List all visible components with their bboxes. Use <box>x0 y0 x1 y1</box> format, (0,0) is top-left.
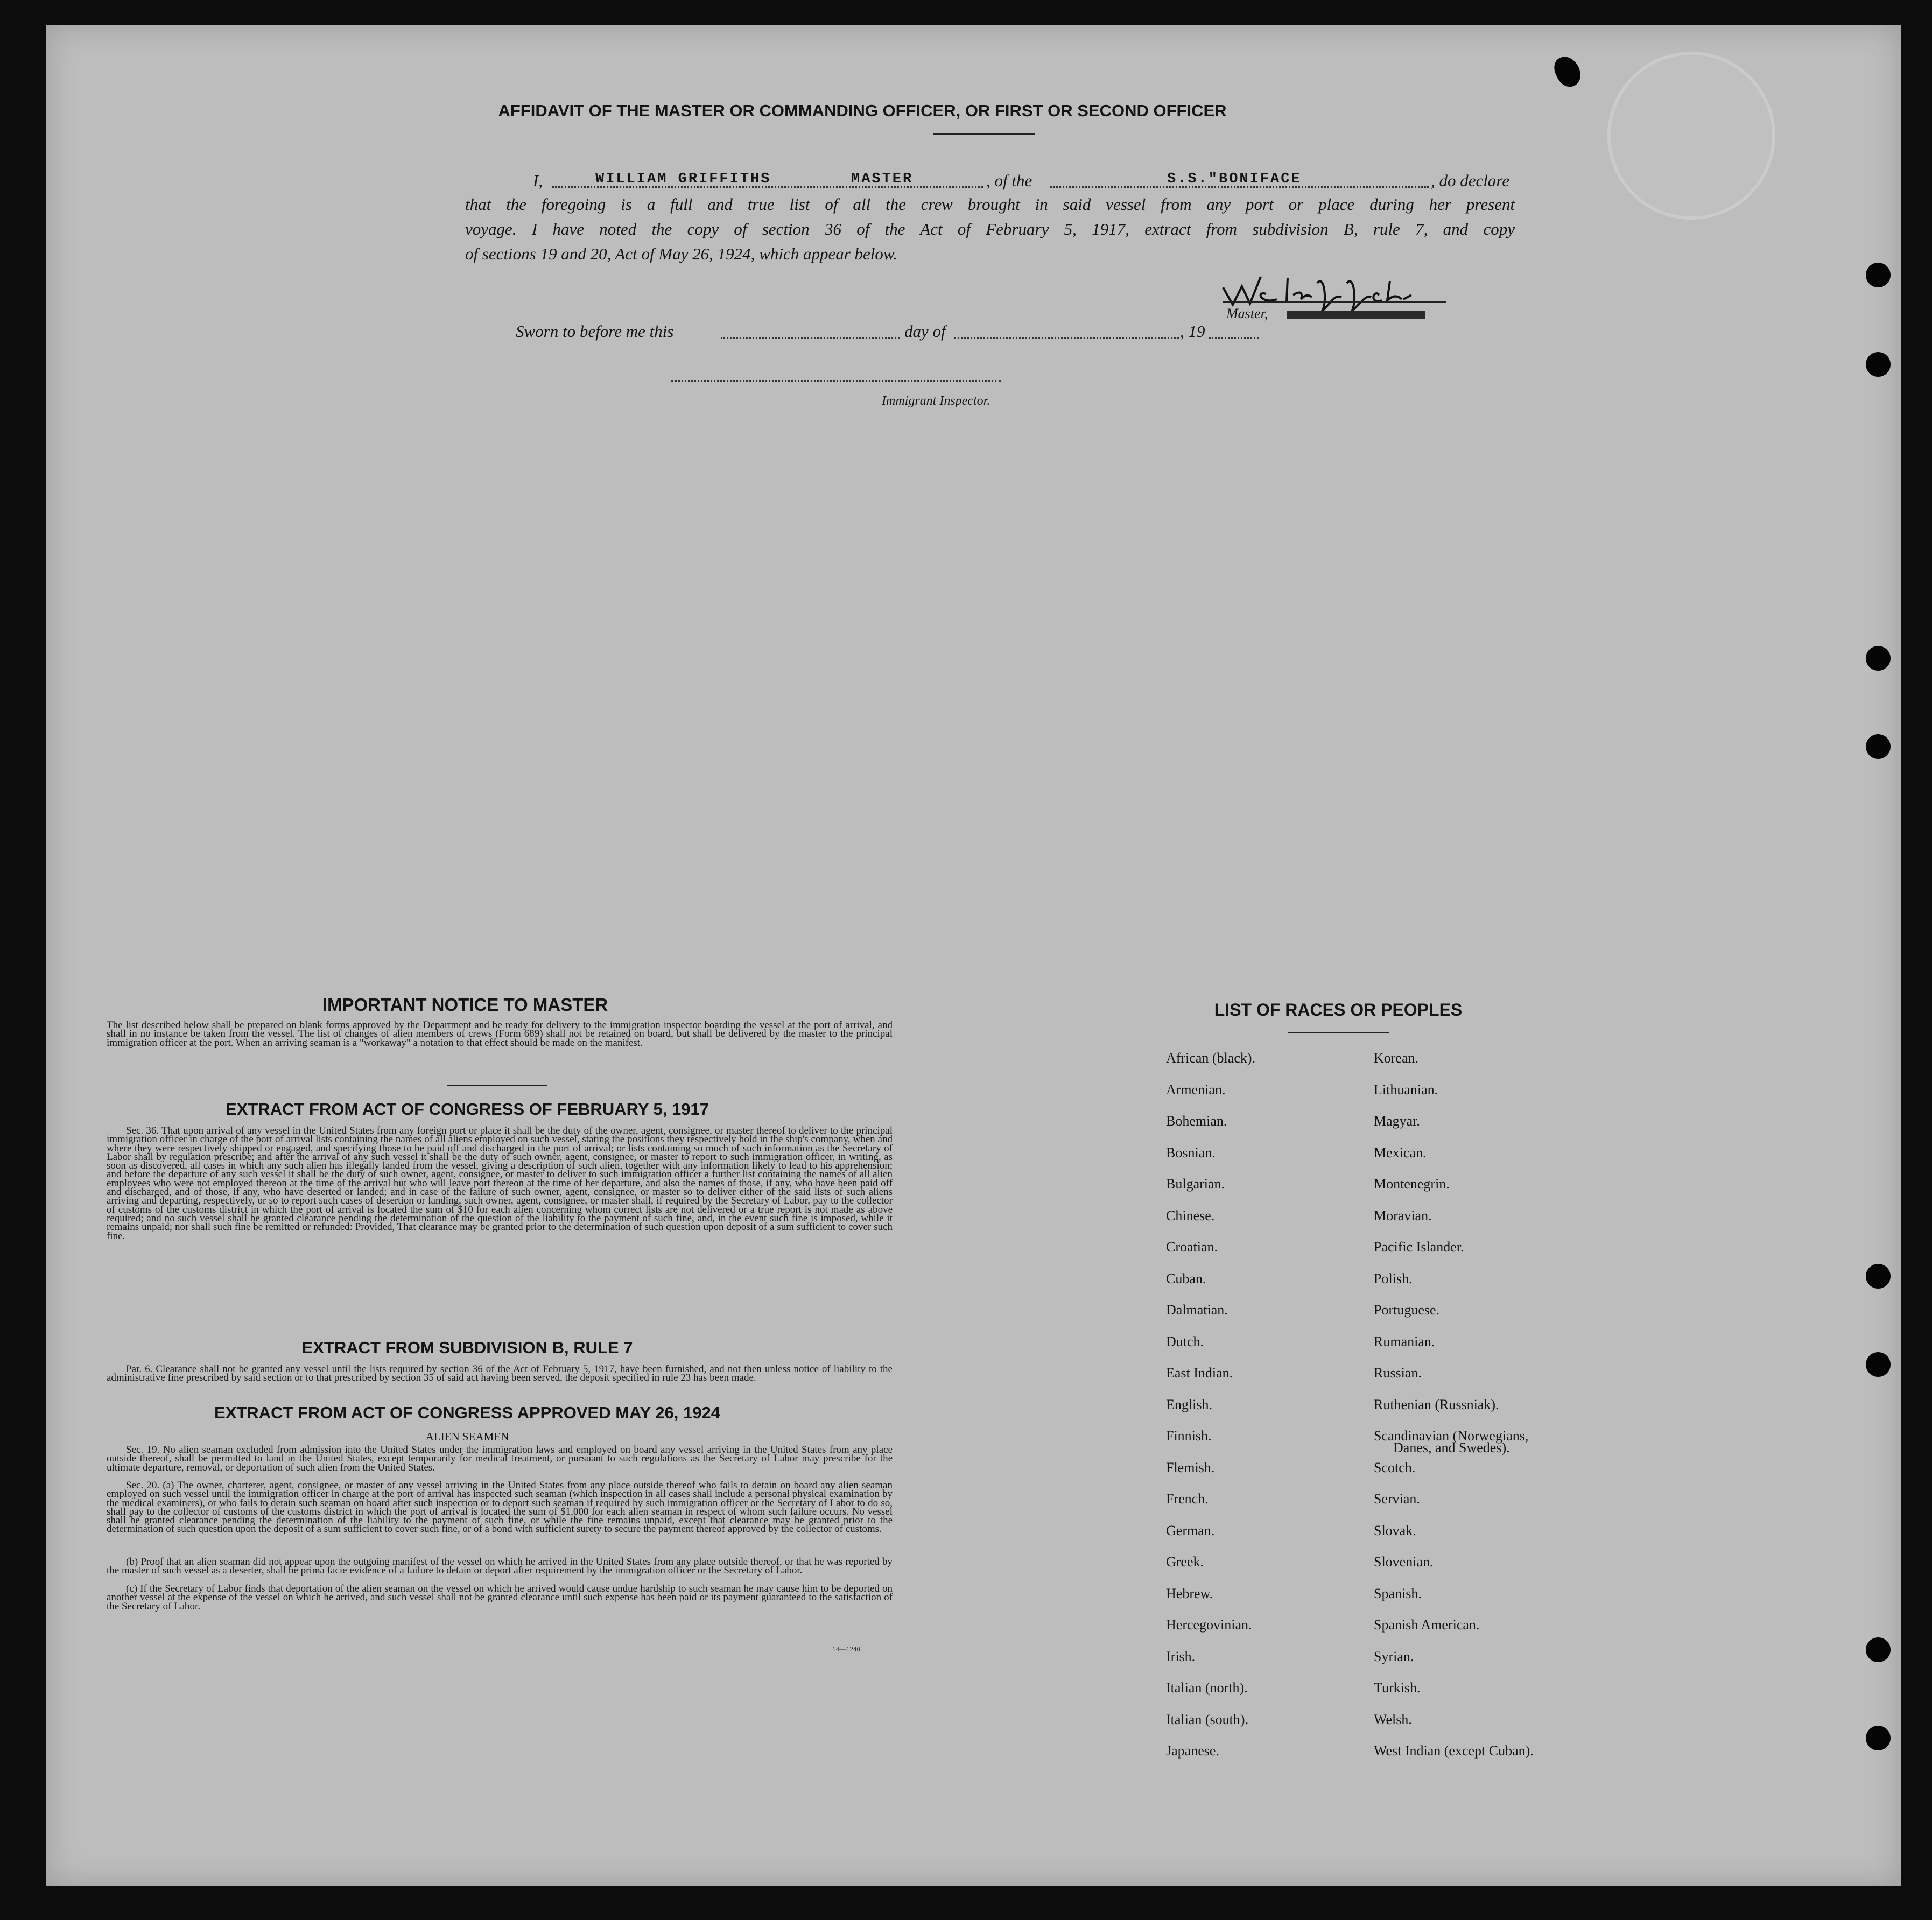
affidavit-title: AFFIDAVIT OF THE MASTER OR COMMANDING OFFICER, OR FIRST OR SECOND OFFICER <box>498 101 1227 120</box>
race-item: Finnish. <box>1166 1428 1212 1444</box>
embossed-seal <box>1607 52 1775 220</box>
form-number: 14—1240 <box>832 1645 860 1653</box>
officer-name: WILLIAM GRIFFITHS <box>595 171 771 187</box>
affidavit-line-2: that the foregoing is a full and true list of all the crew brought in said vessel from any port or place during her present <box>465 195 1515 214</box>
race-item: Dutch. <box>1166 1333 1204 1349</box>
race-item: Spanish. <box>1374 1585 1422 1601</box>
race-item: Armenian. <box>1166 1081 1226 1098</box>
day-of-label: day of <box>904 322 946 341</box>
race-item: Korean. <box>1374 1050 1419 1066</box>
sworn-date-line <box>721 337 900 339</box>
binder-hole <box>1866 1352 1891 1377</box>
race-item: Bulgarian. <box>1166 1176 1225 1192</box>
race-item: German. <box>1166 1522 1215 1538</box>
signature-line <box>1223 301 1446 303</box>
race-item: Servian. <box>1374 1491 1420 1507</box>
races-left-column <box>1166 1050 1255 1775</box>
extract-1924-sec20c: (c) If the Secretary of Labor finds that deportation of the alien seaman on the vessel on which he arrived would cause undue hardship to such seaman he may cause him to be deported on another vessel at the expense of the vessel on which he arrived, and such vessel shall not be granted clearance until such expense has been paid or its payment guaranteed to the satisfaction of the Secretary of Labor. <box>107 1583 893 1612</box>
race-item: Japanese. <box>1166 1743 1219 1759</box>
race-item: Chinese. <box>1166 1207 1215 1223</box>
race-item: East Indian. <box>1166 1365 1233 1381</box>
race-item: Turkish. <box>1374 1680 1421 1696</box>
race-item: Scotch. <box>1374 1459 1416 1475</box>
extract-1924-title: EXTRACT FROM ACT OF CONGRESS APPROVED MAY 26, 1924 <box>214 1403 720 1422</box>
race-item: Italian (south). <box>1166 1711 1249 1727</box>
year-prefix: , 19 <box>1180 322 1205 341</box>
affidavit-pronoun: I, <box>533 171 543 190</box>
race-item <box>1374 1428 1534 1460</box>
race-item-scandinavian-cont: Danes, and Swedes). <box>1393 1440 1510 1455</box>
month-line <box>954 337 1179 339</box>
race-item: Slovenian. <box>1374 1554 1434 1570</box>
races-divider <box>1288 1032 1389 1033</box>
race-item: Welsh. <box>1374 1711 1412 1727</box>
binder-hole <box>1866 1726 1891 1750</box>
title-divider <box>933 133 1035 135</box>
races-right-column <box>1374 1050 1534 1775</box>
alien-seamen-subtitle: ALIEN SEAMEN <box>425 1430 509 1443</box>
vessel-name: S.S."BONIFACE <box>1167 171 1302 187</box>
race-item: Italian (north). <box>1166 1680 1248 1696</box>
extract-1924-sec19: Sec. 19. No alien seaman excluded from admission into the United States under the immigration laws and employed on board any vessel arriving in the United States from any place outside thereof, shall be permitted to land in the United States, except temporarily for medical treatment, or pursuant to such regulations as the Secretary of Labor may prescribe for the ultimate departure, removal, or deportation of such alien from the United States. <box>107 1444 893 1473</box>
notice-text: The list described below shall be prepared on blank forms approved by the Department and be ready for delivery to the immigration inspector boarding the vessel at the port of arrival, and shall in no instance be taken from the vessel. The list of changes of alien members of crews (Form 689) shall not be retained on board, but shall be delivered by the master to the principal immigration officer at the port. When an arriving seaman is a "workaway" a notation to that effect should be made on the manifest. <box>107 1019 893 1049</box>
race-item: Spanish American. <box>1374 1617 1480 1633</box>
race-item: Russian. <box>1374 1365 1422 1381</box>
races-title: LIST OF RACES OR PEOPLES <box>1214 1000 1463 1019</box>
race-item: Bosnian. <box>1166 1144 1216 1161</box>
race-item-scandinavian: Scandinavian (Norwegians, <box>1374 1428 1529 1444</box>
race-item: Lithuanian. <box>1374 1081 1438 1098</box>
race-item: Mexican. <box>1374 1144 1427 1161</box>
race-item: Pacific Islander. <box>1374 1239 1464 1255</box>
race-item: Hercegovinian. <box>1166 1617 1252 1633</box>
extract-1924-sec20b: (b) Proof that an alien seaman did not appear upon the outgoing manifest of the vessel on which he arrived in the United States from any place outside thereof, or that he was reported by the master of such vessel as a deserter, shall be prima facie evidence of a failure to detain or deport after requirement by the immigration officer or the Secretary of Labor. <box>107 1556 893 1577</box>
race-item: Moravian. <box>1374 1207 1432 1223</box>
race-item: Hebrew. <box>1166 1585 1213 1601</box>
inspector-label: Immigrant Inspector. <box>882 394 990 408</box>
extract-1917-text: Sec. 36. That upon arrival of any vessel in the United States from any foreign port or place it shall be the duty of the owner, agent, consignee, or master thereof to deliver to the principal immigration officer in charge of the port of arrival lists containing the names of all aliens employed on such vessel, stating the positions they respectively hold in the ship's company, when and where they were respectively shipped or engaged, and specifying those to be paid off and discharged in the port of arrival; or lists containing so much of such information as the Secretary of Labor shall by regulation prescribe; and after the arrival of any such vessel it shall be the duty of such owner, agent, consignee, or master to report to such immigration officer, in writing, as soon as discovered, all cases in which any such alien has illegally landed from the vessel, giving a description of such alien, together with any information likely to lead to his apprehension; and before the departure of any such vessel it shall be the duty of such owner, agent, consignee, or master to deliver to such immigration officer a further list containing the names of all alien employees who were not employed thereon at the time of the arrival but who will leave port thereon at the time of her departure, and also the names of those, if any, who have been paid off and discharged, and of those, if any, who have deserted or landed; and in case of the failure of such owner, agent, consignee, or master so to deliver either of the said lists of such aliens arriving and departing, respectively, or so to report such cases of desertion or landing, such owner, agent, consignee, or master shall, if required by the Secretary of Labor, pay to the collector of customs of the customs district in which the port of arrival is located the sum of $10 for each alien concerning whom correct lists are not delivered or a true report is not made as above required; and no such vessel shall be granted clearance pending the determination of the question of the liability to the payment of such fine, and, in the event such fine is imposed, while it remains unpaid; nor shall such fine be remitted or refunded: Provided, That clearance may be granted prior to the determination of such question upon deposit of a sum sufficient to cover such fine. <box>107 1125 893 1242</box>
binder-hole <box>1866 352 1891 377</box>
race-item: African (black). <box>1166 1050 1256 1066</box>
affidavit-line-4: of sections 19 and 20, Act of May 26, 1924, which appear below. <box>465 244 898 263</box>
race-item: Syrian. <box>1374 1648 1414 1664</box>
race-item: Dalmatian. <box>1166 1302 1228 1318</box>
binder-hole <box>1866 263 1891 287</box>
binder-hole <box>1866 1637 1891 1662</box>
race-item: Bohemian. <box>1166 1113 1227 1129</box>
race-item: Ruthenian (Russniak). <box>1374 1396 1499 1412</box>
ink-blot <box>1550 52 1585 90</box>
extract-1917-title: EXTRACT FROM ACT OF CONGRESS OF FEBRUARY 5, 1917 <box>226 1100 709 1119</box>
binder-hole <box>1866 646 1891 671</box>
do-declare-label: , do declare <box>1431 171 1510 190</box>
notice-divider <box>447 1085 547 1086</box>
year-line <box>1209 337 1259 339</box>
document-page <box>46 25 1901 1886</box>
race-item: Irish. <box>1166 1648 1196 1664</box>
sworn-label: Sworn to before me this <box>516 322 674 341</box>
race-item: Croatian. <box>1166 1239 1218 1255</box>
race-item: French. <box>1166 1491 1209 1507</box>
race-item: English. <box>1166 1396 1212 1412</box>
race-item: Slovak. <box>1374 1522 1416 1538</box>
race-item: Rumanian. <box>1374 1333 1435 1349</box>
struck-out-title <box>1287 311 1425 319</box>
race-item: Magyar. <box>1374 1113 1420 1129</box>
race-item: West Indian (except Cuban). <box>1374 1743 1534 1759</box>
race-item: Polish. <box>1374 1270 1413 1286</box>
notice-title: IMPORTANT NOTICE TO MASTER <box>322 995 608 1015</box>
extract-1924-sec20a: Sec. 20. (a) The owner, charterer, agent, consignee, or master of any vessel arriving in the United States from any place outside thereof who fails to detain on board any alien seaman employed on such vessel until the immigration officer in charge at the port of arrival has inspected such seaman (which inspection in all cases shall include a personal physical examination by the medical examiners), or who fails to detain such seaman on board after such inspection or to deport such seaman if required by such immigration officer or the Secretary of Labor to do so, shall pay to the collector of customs of the customs district in which the port of arrival is located the sum of $1,000 for each alien seaman in respect of whom such failure occurs. No vessel shall be granted clearance pending the determination of the liability to the payment of such fine, or while the fine remains unpaid, except that clearance may be granted prior to the determination of such question upon the deposit of a sum sufficient to cover such fine, or of a bond with sufficient surety to secure the payment thereof approved by the collector of customs. <box>107 1480 893 1535</box>
of-the-label: , of the <box>986 171 1032 190</box>
race-item: Greek. <box>1166 1554 1204 1570</box>
extract-rule7-text: Par. 6. Clearance shall not be granted any vessel until the lists required by section 36 of the Act of February 5, 1917, have been furnished, and not then unless notice of liability to the administrative fine prescribed by said section or to that prescribed by section 35 of said act having been served, the deposit specified in rule 23 has been made. <box>107 1363 893 1384</box>
extract-rule7-title: EXTRACT FROM SUBDIVISION B, RULE 7 <box>301 1338 633 1357</box>
inspector-signature-line <box>671 380 1001 382</box>
binder-hole <box>1866 734 1891 759</box>
race-item: Portuguese. <box>1374 1302 1440 1318</box>
affidavit-line-3: voyage. I have noted the copy of section 36 of the Act of February 5, 1917, extract from subdivision B, rule 7, and copy <box>465 220 1515 238</box>
race-item: Montenegrin. <box>1374 1176 1450 1192</box>
signature-label: Master, <box>1226 306 1268 321</box>
race-item: Flemish. <box>1166 1459 1215 1475</box>
race-item: Cuban. <box>1166 1270 1206 1286</box>
binder-hole <box>1866 1264 1891 1289</box>
officer-rank: MASTER <box>851 171 914 187</box>
